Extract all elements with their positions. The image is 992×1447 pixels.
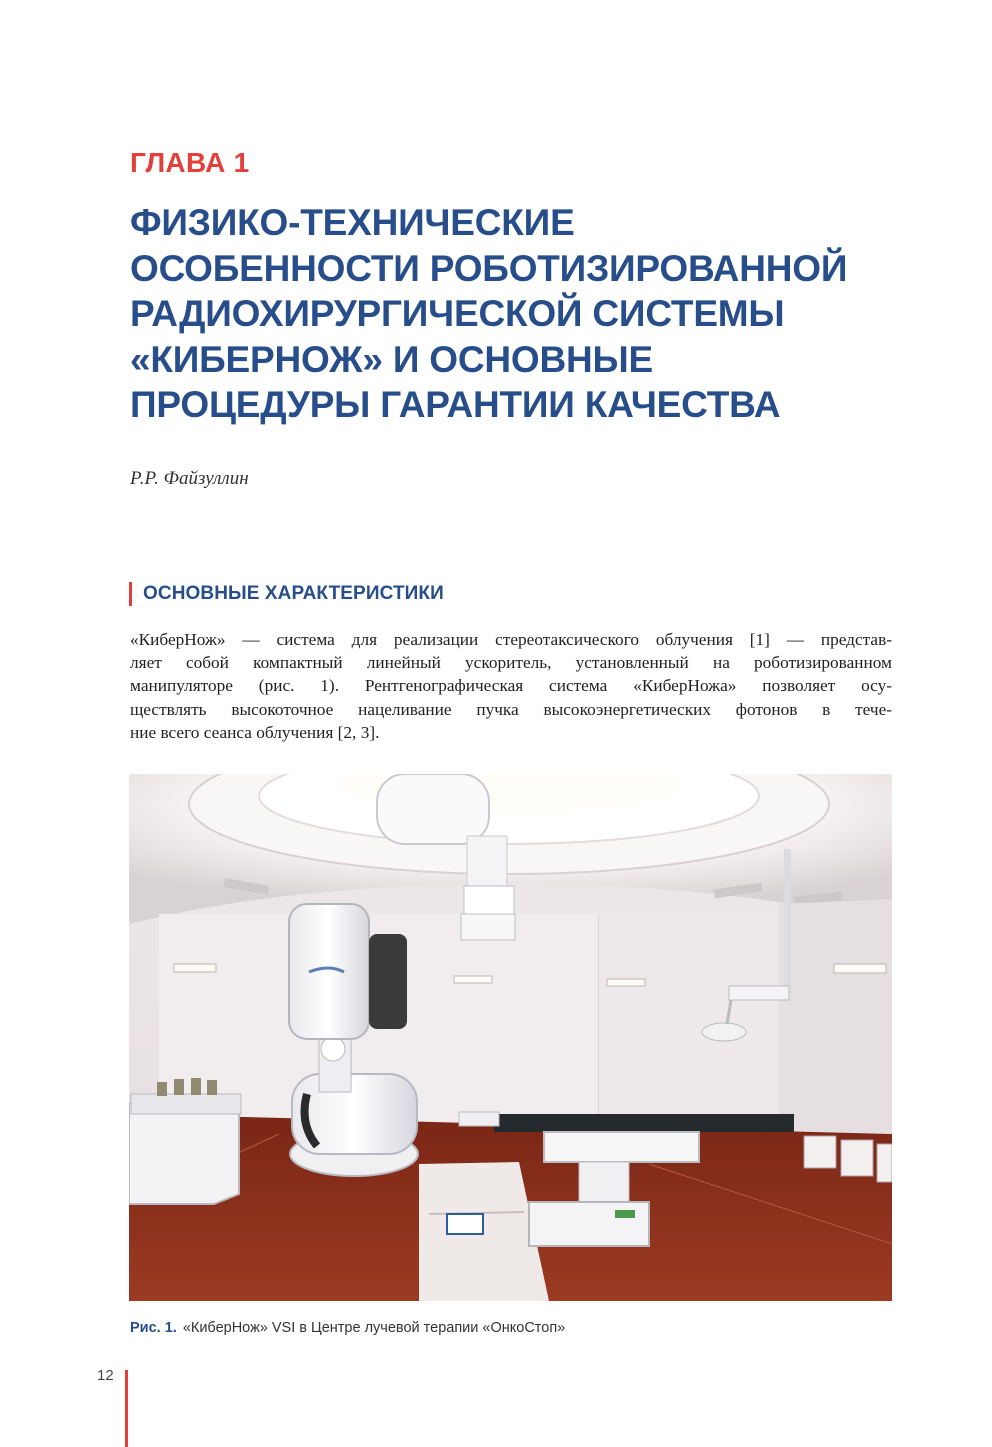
body-line: ляет собой компактный линейный ускоритель, установленный на роботизированном (130, 653, 892, 673)
title-line: ФИЗИКО-ТЕХНИЧЕСКИЕ (130, 202, 575, 243)
title-line: ПРОЦЕДУРЫ ГАРАНТИИ КАЧЕСТВА (130, 384, 781, 425)
chapter-title (130, 200, 920, 428)
body-line: ществлять высокоточное нацеливание пучка высокоэнергетических фотонов в тече- (130, 699, 892, 719)
chapter-label: ГЛАВА 1 (130, 147, 250, 178)
page-accent-bar (125, 1370, 128, 1447)
figure-photo-cyberknife-room (129, 774, 892, 1301)
body-line: ние всего сеанса облучения [2, 3]. (130, 722, 380, 742)
section-heading (129, 581, 444, 607)
figure-caption-text: «КиберНож» VSI в Центре лучевой терапии «ОнкоСтоп» (182, 1320, 566, 1336)
body-paragraph (130, 628, 892, 744)
section-title: ОСНОВНЫЕ ХАРАКТЕРИСТИКИ (143, 583, 444, 604)
body-line: манипуляторе (рис. 1). Рентгенографическая система «КиберНожа» позволяет осу- (130, 676, 892, 696)
page-number: 12 (97, 1367, 114, 1384)
title-line: «КИБЕРНОЖ» И ОСНОВНЫЕ (130, 338, 654, 380)
body-line: «КиберНож» — система для реализации стереотаксического облучения [1] — представ- (130, 630, 892, 649)
title-line: РАДИОХИРУРГИЧЕСКОЙ СИСТЕМЫ (130, 293, 785, 334)
figure-caption (130, 1320, 565, 1336)
cyberknife-room-illustration (129, 774, 892, 1301)
title-line: ОСОБЕННОСТИ РОБОТИЗИРОВАННОЙ (130, 247, 848, 289)
section-accent-bar (129, 582, 132, 606)
author-name: Р.Р. Файзуллин (130, 468, 249, 489)
figure-caption-label: Рис. 1. (130, 1320, 177, 1336)
